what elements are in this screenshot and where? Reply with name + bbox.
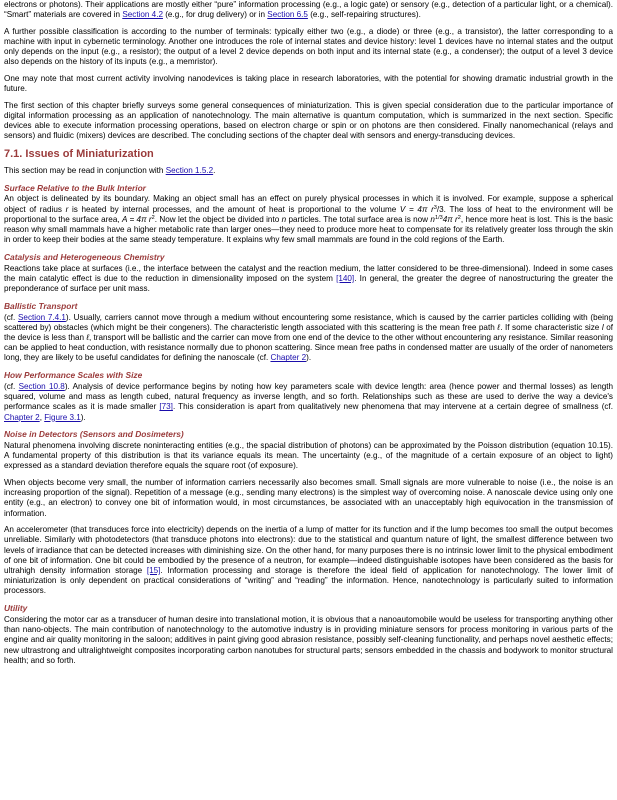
link-section-4-2[interactable]: Section 4.2	[122, 10, 163, 20]
link-section-1-5-2[interactable]: Section 1.5.2	[165, 166, 214, 175]
link-section-7-4-1[interactable]: Section 7.4.1	[18, 312, 66, 322]
subheading-ballistic: Ballistic Transport	[4, 300, 78, 311]
paragraph-accelerometer: An accelerometer (that transduces force into electricity) depends on the inertia of a lump of matter for its function and if the lump becomes too small the output becomes unreliable. Similarly with photodetectors (that transduce photons into electrons): due to the statistical and quantum nature of light, the smallest difference between two levels of irradiance that can be detected increases with diminishing size. On the other hand, for many purposes there is no intrinsic lower limit to the physical embodiment of one bit of information. One bit could be embodied by the presence of a neutron, for example—indeed distinguishable isotopes have been considered as the basis for ultrahigh density information storage [15]. Information processing and storage is therefore the ideal field of application for nanotechnology. The lower limit of miniaturization is only dependent on practical considerations of “writing” and “reading” the information. Hence, nanotechnology is particularly suited to information processors.	[4, 525, 613, 596]
subheading-utility: Utility	[4, 603, 28, 614]
link-ref-15[interactable]: [15]	[146, 566, 161, 576]
section-heading: 7.1. Issues of Miniaturization	[4, 148, 154, 160]
paragraph-ballistic: (cf. Section 7.4.1). Usually, carriers cannot move through a medium without encountering some resistance, which is caused by the carrier particles colliding with (being scattered by) obstacles (which might be their congeners). The characteristic length associated with this scattering is the mean free path ℓ. If some characteristic size l of the device is less than ℓ, transport will be ballistic and the carrier can move from one end of the device to the other without encountering any resistance. Similar reasoning can be applied to heat conduction, with resistance normally due to phonon scattering. Since mean free paths in condensed matter are usually of the order of nanometers long, they are likely to be useful candidates for defining the nanoscale (cf. Chapter 2).	[4, 312, 613, 363]
link-chapter-2[interactable]: Chapter 2	[270, 353, 307, 363]
link-ref-140[interactable]: [140]	[336, 273, 355, 283]
link-section-6-5[interactable]: Section 6.5	[267, 10, 308, 20]
paragraph-poisson: Natural phenomena involving discrete noninteracting entities (e.g., the spacial distribution of photons) can be approximated by the Poisson distribution (equation 10.15). A fundamental property of this distribution is that its variance equals its mean. The uncertainty (e.g., of the magnitude of a certain exposure of an object to light) expressed as a standard deviation therefore equals the square root (of exposure).	[4, 441, 613, 471]
paragraph-section-intro: This section may be read in conjunction with Section 1.5.2.	[4, 166, 216, 175]
paragraph-utility: Considering the motor car as a transducer of human desire into translational motion, it is obvious that a nanoautomobile would be useless for transporting anything other than nano-objects. The main contribution of nanotechnology to the automotive industry is in providing miniature sensors for process monitoring in various parts of the engine and air quality monitoring in the saloon; additives in paint giving good abrasion resistance, possibly self-cleaning functionality, and perhaps novel aesthetic effects; new ultrastrong and ultralightweight composites incorporating carbon nanotubes for structural parts; sensors embedded in the chassis and bodywork to monitor structural health; and so forth.	[4, 614, 613, 665]
link-chapter-2-second[interactable]: Chapter 2	[4, 412, 40, 422]
paragraph-intro-continued: electrons or photons). Their applications are mostly either “pure” information processing (e.g., a logic gate) or sensory (e.g., detection of a particular light, or a chemical). “Smart” materials are covered in Section 4.2 (e.g., for drug delivery) or in Section 6.5 (e.g., self-repairing structures).	[4, 0, 613, 20]
subheading-catalysis: Catalysis and Heterogeneous Chemistry	[4, 251, 165, 262]
link-figure-3-1[interactable]: Figure 3.1	[44, 412, 81, 422]
subheading-scaling: How Performance Scales with Size	[4, 370, 143, 381]
paragraph-surface: An object is delineated by its boundary. Making an object small has an effect on purely physical processes in which it is involved. For example, suppose a spherical object of radius r is heated by internal processes, and the amount of heat is proportional to the volume V = 4π $r^3/3$. The loss of heat to the environment will be proportional to the surface area, A = 4π $r^2$. Now let the object be divided into n particles. The total surface area is now $n^{1/3}4\pi$ $r^2$, hence more heat is lost. This is the basic reason why small mammals have a higher metabolic rate than larger ones—they need to produce more heat to compensate for its relatively greater loss through the skin in order to keep their bodies at the same steady temperature. It explains why few small mammals are found in the cold regions of the Earth.	[4, 194, 613, 245]
paragraph-chapter-overview: The first section of this chapter briefly surveys some general consequences of miniaturization. This is given special consideration due to the particular importance of digital information processing as an application of nanotechnology. The main alternative is quantum computation, which is summarized in the next section. Specific devices able to execute information processing operations, based on electron charge or spin or on photons are then considered. Finally nanomechanical (relays and sensors) and fluidic (mixers) devices are described. The concluding sections of the chapter deal with sensors and energy-transducing devices.	[4, 100, 613, 141]
subheading-noise: Noise in Detectors (Sensors and Dosimeters)	[4, 429, 184, 440]
paragraph-catalysis: Reactions take place at surfaces (i.e., the interface between the catalyst and the reaction medium, the latter considered to be three-dimensional). Indeed in some cases the main catalytic effect is due to the reduction in dimensionality imposed on the system [140]. In general, the greater the degree of nanostructuring the greater the preponderance of surface per unit mass.	[4, 263, 613, 294]
paragraph-classification: A further possible classification is according to the number of terminals: typically either two (e.g., a diode) or three (e.g., a transistor), the latter corresponding to a machine with input in cybernetic terminology. Another one introduces the role of internal states and device history: level 1 devices have no internal states and the output only depends on the input (e.g., a resistor); the output of a level 2 device depends on both input and its internal state (e.g., a condenser); the output of a level 3 device also depends on the history of its inputs (e.g., a memristor).	[4, 26, 613, 67]
link-ref-73[interactable]: [73]	[159, 402, 173, 412]
paragraph-scaling: (cf. Section 10.8). Analysis of device performance begins by noting how key parameters scale with device length: area (hence power and thermal losses) as length squared, volume and mass as length cubed, natural frequency as inverse length, and so forth. Relationships such as these are used to derive the way a device's performance scales as it is made smaller [73]. This consideration is apart from qualitatively new phenomena that may intervene at a certain degree of smallness (cf. Chapter 2, Figure 3.1).	[4, 381, 614, 422]
paragraph-small-signals: When objects become very small, the number of information carriers necessarily also becomes small. Small signals are more vulnerable to noise (i.e., the noise is an increasing proportion of the signal). Repetition of a message (e.g., sending many electrons) is the simplest way of overcoming noise. A nanoscale device using only one entity (e.g., an electron) to convey one bit of information would, in most circumstances, be associated with an unacceptably high equivocation in the transmission of information.	[4, 478, 613, 518]
link-section-10-8[interactable]: Section 10.8	[18, 381, 65, 391]
subheading-surface: Surface Relative to the Bulk Interior	[4, 182, 146, 193]
paragraph-research: One may note that most current activity involving nanodevices is taking place in research laboratories, with the potential for showing dramatic industrial growth in the future.	[4, 74, 613, 94]
